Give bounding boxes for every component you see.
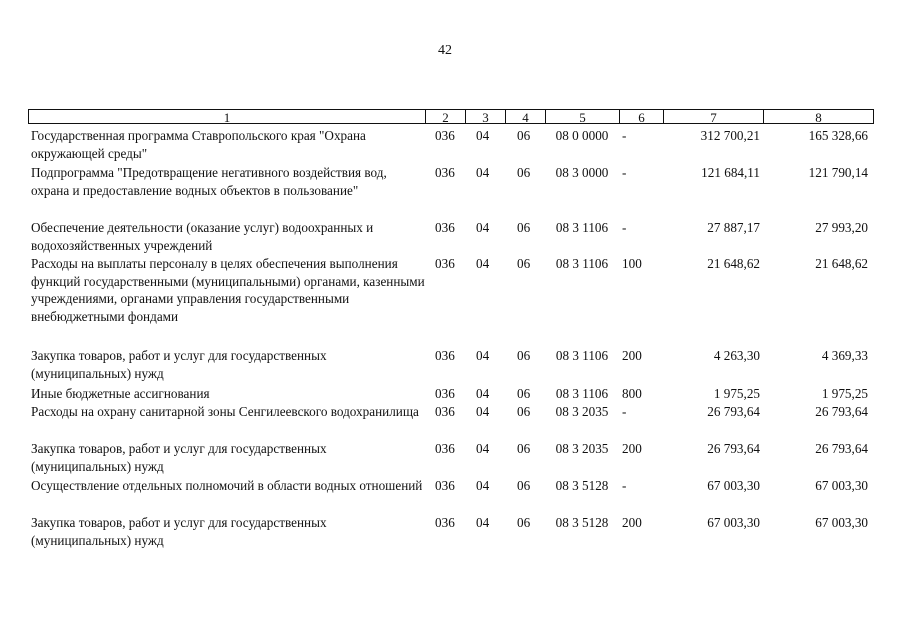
row-target-article: 08 0 0000 (555, 128, 609, 143)
row-name: Подпрограмма "Предотвращение негативного воздействия вод, охрана и предоставление водных объектов в пользование" (31, 165, 387, 198)
row-expense-type: - (622, 165, 627, 180)
table-header (28, 109, 874, 126)
row-subsection: 06 (517, 386, 531, 401)
row-code-admin: 036 (435, 441, 455, 456)
row-amount-2: 27 993,20 (815, 220, 868, 235)
header-cell-4: 4 (505, 109, 546, 124)
row-subsection: 06 (517, 478, 531, 493)
row-section: 04 (476, 220, 490, 235)
row-amount-2: 26 793,64 (815, 404, 868, 419)
row-section: 04 (476, 404, 490, 419)
row-expense-type: - (622, 128, 627, 143)
row-subsection: 06 (517, 256, 531, 271)
header-cell-2: 2 (425, 109, 466, 124)
row-amount-2: 26 793,64 (815, 441, 868, 456)
page-number: 42 (438, 43, 452, 58)
row-amount-2: 4 369,33 (821, 348, 868, 363)
header-cell-5: 5 (545, 109, 620, 124)
row-expense-type: - (622, 404, 627, 419)
row-amount-1: 121 684,11 (701, 165, 760, 180)
row-name: Иные бюджетные ассигнования (31, 386, 210, 401)
row-amount-1: 4 263,30 (713, 348, 760, 363)
row-amount-1: 27 887,17 (707, 220, 760, 235)
row-amount-2: 165 328,66 (808, 128, 868, 143)
row-subsection: 06 (517, 165, 531, 180)
row-subsection: 06 (517, 220, 531, 235)
row-expense-type: 200 (622, 348, 642, 363)
row-amount-1: 26 793,64 (707, 441, 760, 456)
row-expense-type: 800 (622, 386, 642, 401)
row-code-admin: 036 (435, 256, 455, 271)
row-expense-type: - (622, 220, 627, 235)
row-target-article: 08 3 1106 (555, 220, 609, 235)
row-subsection: 06 (517, 348, 531, 363)
header-cell-7: 7 (663, 109, 764, 124)
row-subsection: 06 (517, 128, 531, 143)
row-code-admin: 036 (435, 515, 455, 530)
row-target-article: 08 3 1106 (555, 386, 609, 401)
row-amount-2: 1 975,25 (821, 386, 868, 401)
row-amount-2: 67 003,30 (815, 515, 868, 530)
row-code-admin: 036 (435, 220, 455, 235)
row-name: Закупка товаров, работ и услуг для государственных (муниципальных) нужд (31, 515, 327, 548)
row-target-article: 08 3 5128 (555, 478, 609, 493)
row-amount-1: 67 003,30 (707, 478, 760, 493)
row-name: Государственная программа Ставропольского края "Охрана окружающей среды" (31, 128, 366, 161)
row-name: Закупка товаров, работ и услуг для государственных (муниципальных) нужд (31, 348, 327, 381)
row-section: 04 (476, 478, 490, 493)
row-code-admin: 036 (435, 386, 455, 401)
header-cell-6: 6 (619, 109, 664, 124)
row-section: 04 (476, 165, 490, 180)
row-section: 04 (476, 128, 490, 143)
row-name: Расходы на охрану санитарной зоны Сенгилеевского водохранилища (31, 404, 419, 419)
row-expense-type: 200 (622, 441, 642, 456)
row-section: 04 (476, 515, 490, 530)
row-target-article: 08 3 5128 (555, 515, 609, 530)
row-name: Закупка товаров, работ и услуг для государственных (муниципальных) нужд (31, 441, 327, 474)
row-amount-2: 21 648,62 (815, 256, 868, 271)
row-code-admin: 036 (435, 165, 455, 180)
row-section: 04 (476, 386, 490, 401)
row-expense-type: 100 (622, 256, 642, 271)
row-target-article: 08 3 2035 (555, 441, 609, 456)
header-cell-8: 8 (763, 109, 874, 124)
header-cell-1: 1 (28, 109, 426, 124)
row-code-admin: 036 (435, 404, 455, 419)
row-target-article: 08 3 2035 (555, 404, 609, 419)
row-section: 04 (476, 256, 490, 271)
row-code-admin: 036 (435, 348, 455, 363)
row-amount-2: 67 003,30 (815, 478, 868, 493)
row-amount-1: 26 793,64 (707, 404, 760, 419)
row-subsection: 06 (517, 404, 531, 419)
row-section: 04 (476, 441, 490, 456)
row-section: 04 (476, 348, 490, 363)
row-code-admin: 036 (435, 478, 455, 493)
row-expense-type: - (622, 478, 627, 493)
row-amount-1: 1 975,25 (713, 386, 760, 401)
row-subsection: 06 (517, 441, 531, 456)
row-name: Расходы на выплаты персоналу в целях обеспечения выполнения функций государственными (муниципальными) органами, казенными учреждениями, органами управления государственными внебюджетными фондами (31, 256, 425, 324)
row-target-article: 08 3 0000 (555, 165, 609, 180)
row-target-article: 08 3 1106 (555, 256, 609, 271)
row-expense-type: 200 (622, 515, 642, 530)
row-amount-1: 21 648,62 (707, 256, 760, 271)
row-code-admin: 036 (435, 128, 455, 143)
row-amount-1: 67 003,30 (707, 515, 760, 530)
row-amount-2: 121 790,14 (808, 165, 868, 180)
row-name: Обеспечение деятельности (оказание услуг) водоохранных и водохозяйственных учреждений (31, 220, 374, 253)
header-cell-3: 3 (465, 109, 506, 124)
row-name: Осуществление отдельных полномочий в области водных отношений (31, 478, 423, 493)
row-amount-1: 312 700,21 (700, 128, 760, 143)
row-target-article: 08 3 1106 (555, 348, 609, 363)
row-subsection: 06 (517, 515, 531, 530)
